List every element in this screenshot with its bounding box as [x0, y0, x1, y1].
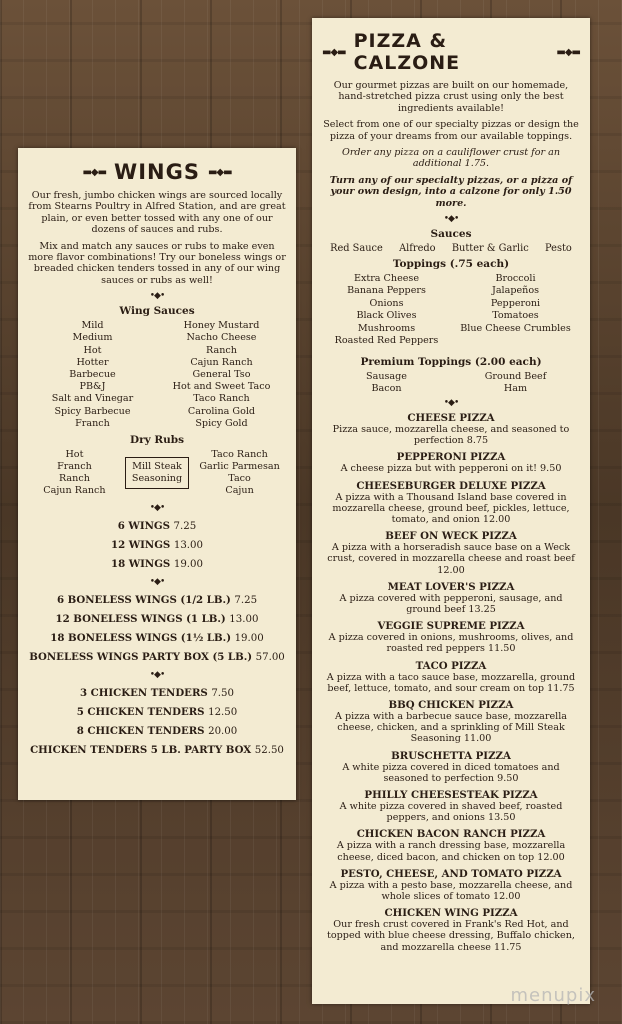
dry-rub-item: Mill Steak	[132, 461, 182, 473]
item-name: 6 WINGS	[117, 520, 174, 533]
wing-sauce-item: Cajun Ranch	[190, 356, 253, 368]
pizza-item-name: BBQ CHICKEN PIZZA	[388, 698, 514, 711]
ornament-right-icon: ▬◆▬	[556, 46, 580, 58]
wing-sauce-item: Hot and Sweet Taco	[172, 381, 271, 393]
menu-price-line	[28, 703, 286, 722]
wing-sauce-item: Spicy Barbecue	[54, 405, 131, 417]
dry-rubs-heading: Dry Rubs	[129, 434, 184, 447]
wing-sauce-item: Carolina Gold	[187, 405, 256, 417]
item-name: 5 CHICKEN TENDERS	[76, 706, 209, 719]
dry-rub-item: Hot	[65, 449, 84, 461]
pizza-title	[322, 30, 580, 74]
premium-left	[322, 371, 451, 395]
pizza-item-name: TACO PIZZA	[415, 659, 487, 672]
divider-ornament-icon: •◆•	[443, 397, 459, 408]
pizza-item-description: A pizza with a Thousand Island base covered in mozzarella cheese, ground beef, pickles, lettuce, tomato, and onion 12.00	[332, 491, 570, 525]
premium-topping-item: Ground Beef	[484, 370, 547, 382]
item-name: 18 BONELESS WINGS (1½ LB.)	[50, 632, 235, 645]
pizza-item	[322, 699, 580, 745]
wing-sauce-item: Taco Ranch	[193, 393, 250, 405]
item-price: 7.25	[173, 521, 197, 533]
dry-rubs-right	[193, 449, 286, 497]
topping-item: Banana Peppers	[347, 285, 426, 297]
wing-sauces-left	[28, 320, 157, 430]
topping-item: Mushrooms	[357, 322, 416, 334]
wing-sauce-item: Franch	[75, 417, 110, 429]
pizza-item	[322, 789, 580, 823]
dry-rub-item: Cajun	[225, 485, 254, 497]
pizza-item	[322, 828, 580, 862]
premium-topping-item: Sausage	[366, 370, 407, 382]
dry-rub-item: Seasoning	[131, 473, 183, 485]
topping-item: Tomatoes	[492, 310, 539, 322]
wings-intro-1: Our fresh, jumbo chicken wings are sourced locally from Stearns Poultry in Alfred Station, and are great plain, or even better tossed with any one of our dozens of sauces and rubs.	[28, 190, 286, 236]
divider-ornament-icon: •◆•	[443, 214, 459, 225]
pizza-item	[322, 620, 580, 654]
item-name: 12 WINGS	[110, 539, 174, 552]
pizza-item-description: A cheese pizza but with pepperoni on it! 9.50	[340, 463, 562, 475]
item-price: 19.00	[234, 633, 264, 645]
pizza-intro-1: Our gourmet pizzas are built on our homemade, hand-stretched pizza crust using only the best ingredients available!	[333, 80, 569, 114]
pizza-item-description: A pizza with a taco sauce base, mozzarella, ground beef, lettuce, tomato, and sour cream on top 11.75	[326, 671, 576, 694]
pizza-item	[322, 480, 580, 526]
divider-ornament-icon: •◆•	[149, 577, 165, 588]
sauce-item: Alfredo	[399, 243, 436, 255]
pizza-item-name: BRUSCHETTA PIZZA	[391, 749, 511, 762]
dry-rubs-left	[28, 449, 121, 497]
topping-item: Black Olives	[356, 310, 417, 322]
dry-rubs-list	[28, 449, 286, 497]
item-price: 7.25	[234, 595, 258, 607]
pizza-item	[322, 451, 580, 474]
wing-sauce-item: Honey Mustard	[183, 320, 260, 332]
pizza-item-name: MEAT LOVER'S PIZZA	[387, 580, 515, 593]
ornament-left-icon: ▬◆▬	[82, 166, 107, 178]
toppings-right	[451, 273, 580, 347]
premium-right	[451, 371, 580, 395]
pizza-item	[322, 868, 580, 902]
item-name: CHICKEN TENDERS 5 LB. PARTY BOX	[30, 744, 255, 757]
premium-toppings-list	[322, 371, 580, 395]
pizza-items-list	[322, 412, 580, 953]
tenders-price-group	[28, 684, 286, 760]
wing-sauces-right	[157, 320, 286, 430]
pizza-item-name: CHEESE PIZZA	[407, 411, 495, 424]
dry-rub-item: Taco Ranch	[211, 449, 268, 461]
pizza-item-name: BEEF ON WECK PIZZA	[385, 530, 517, 543]
pizza-item-name: VEGGIE SUPREME PIZZA	[377, 620, 525, 633]
dry-rub-item: Cajun Ranch	[43, 485, 106, 497]
pizza-intro-2: Select from one of our specialty pizzas or design the pizza of your dreams from our available toppings.	[323, 119, 579, 142]
wing-sauce-item: Hot	[83, 344, 102, 356]
divider-ornament-icon: •◆•	[149, 291, 165, 302]
wing-sauces-list	[28, 320, 286, 430]
wing-sauce-item: General Tso	[192, 369, 251, 381]
menu-price-line	[28, 555, 286, 574]
dry-rub-featured-box	[125, 457, 189, 489]
premium-topping-item: Ham	[503, 382, 528, 394]
dry-rub-item: Franch	[57, 461, 92, 473]
menu-price-line	[28, 591, 286, 610]
wings-panel	[18, 148, 296, 800]
pizza-item-description: A pizza covered with pepperoni, sausage, and ground beef 13.25	[339, 592, 563, 615]
item-price: 13.00	[173, 540, 204, 552]
topping-item: Roasted Red Peppers	[334, 335, 439, 347]
menu-price-line	[28, 722, 286, 741]
item-name: 12 BONELESS WINGS (1 LB.)	[55, 613, 230, 626]
item-price: 7.50	[211, 688, 235, 700]
wings-intro-2: Mix and match any sauces or rubs to make even more flavor combinations! Try our boneless wings or breaded chicken tenders tossed in any of our wing sauces or rubs as well!	[28, 240, 286, 286]
topping-item: Jalapeños	[491, 285, 540, 297]
pizza-panel	[312, 18, 590, 1004]
topping-item: Extra Cheese	[353, 273, 420, 285]
pizza-item-description: Our fresh crust covered in Frank's Red Hot, and topped with blue cheese dressing, Buffalo chicken, and mozzarella cheese 11.75	[327, 919, 575, 953]
item-name: 8 CHICKEN TENDERS	[76, 725, 209, 738]
menu-price-line	[28, 536, 286, 555]
pizza-item-name: CHICKEN BACON RANCH PIZZA	[356, 828, 546, 841]
pizza-item-name: CHEESEBURGER DELUXE PIZZA	[356, 479, 546, 492]
dry-rub-item: Garlic Parmesan	[199, 461, 280, 473]
sauces-heading: Sauces	[430, 228, 472, 241]
pizza-item-description: A white pizza covered in shaved beef, roasted peppers, and onions 13.50	[339, 800, 563, 824]
pizza-item	[322, 660, 580, 694]
menu-price-line	[28, 629, 286, 648]
item-price: 13.00	[229, 614, 259, 626]
wing-sauce-item: PB&J	[79, 381, 106, 393]
wing-sauce-item: Medium	[72, 332, 113, 344]
premium-toppings-heading: Premium Toppings (2.00 each)	[360, 355, 542, 368]
menu-price-line	[28, 648, 286, 667]
divider-ornament-icon: •◆•	[149, 503, 165, 514]
wings-title	[28, 160, 286, 184]
sauces-list	[322, 243, 580, 254]
pizza-item-description: A white pizza covered in diced tomatoes and seasoned to perfection 9.50	[342, 761, 560, 784]
item-name: 18 WINGS	[110, 558, 174, 571]
topping-item: Blue Cheese Crumbles	[460, 322, 571, 334]
watermark: menupix	[510, 985, 596, 1006]
wings-title-text: WINGS	[114, 160, 200, 184]
premium-topping-item: Bacon	[371, 382, 402, 394]
item-name: 6 BONELESS WINGS (1/2 LB.)	[56, 594, 235, 607]
pizza-item-description: A pizza covered in onions, mushrooms, olives, and roasted red peppers 11.50	[328, 632, 574, 655]
item-name: 3 CHICKEN TENDERS	[79, 687, 212, 700]
menu-price-line	[28, 610, 286, 629]
pizza-item-description: A pizza with a horseradish sauce base on a Weck crust, covered in mozzarella cheese and roast beef 12.00	[327, 542, 575, 576]
wing-sauce-item: Hotter	[76, 356, 109, 368]
ornament-left-icon: ▬◆▬	[322, 46, 346, 58]
pizza-item-name: CHICKEN WING PIZZA	[384, 907, 518, 920]
item-price: 57.00	[255, 652, 285, 664]
boneless-price-group	[28, 591, 286, 667]
item-price: 20.00	[208, 726, 238, 738]
wing-sauces-heading: Wing Sauces	[119, 305, 195, 318]
item-name: BONELESS WINGS PARTY BOX (5 LB.)	[29, 651, 256, 664]
wing-sauce-item: Nacho Cheese	[186, 332, 257, 344]
pizza-item-description: Pizza sauce, mozzarella cheese, and seasoned to perfection 8.75	[332, 423, 570, 447]
pizza-item	[322, 530, 580, 576]
pizza-item-name: PESTO, CHEESE, AND TOMATO PIZZA	[340, 867, 562, 880]
topping-item: Broccoli	[495, 273, 536, 285]
sauce-item: Butter & Garlic	[451, 243, 529, 255]
dry-rub-item: Taco	[228, 473, 251, 485]
sauce-item: Red Sauce	[330, 243, 383, 255]
pizza-title-text: PIZZA & CALZONE	[353, 30, 461, 74]
item-price: 19.00	[173, 559, 204, 571]
menu-price-line	[28, 517, 286, 536]
pizza-item	[322, 581, 580, 615]
pizza-intro-3: Order any pizza on a cauliflower crust for an additional 1.75.	[341, 147, 561, 170]
toppings-heading: Toppings (.75 each)	[392, 258, 510, 271]
divider-ornament-icon: •◆•	[149, 670, 165, 681]
menu-price-line	[28, 741, 286, 760]
topping-item: Pepperoni	[490, 297, 541, 309]
pizza-item-description: A pizza with a pesto base, mozzarella cheese, and whole slices of tomato 12.00	[329, 879, 573, 902]
wings-price-group	[28, 517, 286, 574]
wing-sauce-item: Spicy Gold	[195, 417, 248, 429]
toppings-list	[322, 273, 580, 347]
pizza-item-name: PHILLY CHEESESTEAK PIZZA	[364, 788, 538, 801]
item-price: 52.50	[254, 745, 284, 757]
wing-sauce-item: Salt and Vinegar	[51, 393, 134, 405]
wing-sauce-item: Barbecue	[69, 369, 116, 381]
dry-rub-item: Ranch	[58, 473, 90, 485]
pizza-item	[322, 907, 580, 953]
topping-item: Onions	[369, 297, 404, 309]
pizza-intro-4: Turn any of our specialty pizzas, or a pizza of your own design, into a calzone for only 1.50 more.	[329, 174, 573, 209]
pizza-item	[322, 750, 580, 784]
sauce-item: Pesto	[545, 243, 572, 255]
wing-sauce-item: Ranch	[206, 344, 237, 356]
toppings-left	[322, 273, 451, 347]
wing-sauce-item: Mild	[81, 320, 104, 332]
pizza-item-name: PEPPERONI PIZZA	[396, 451, 506, 464]
pizza-item	[322, 412, 580, 446]
ornament-right-icon: ▬◆▬	[207, 166, 232, 178]
item-price: 12.50	[208, 707, 238, 719]
pizza-item-description: A pizza with a ranch dressing base, mozzarella cheese, diced bacon, and chicken on top 12.00	[336, 840, 566, 863]
pizza-item-description: A pizza with a barbecue sauce base, mozzarella cheese, chicken, and a sprinkling of Mill Steak Seasoning 11.00	[334, 710, 568, 745]
menu-price-line	[28, 684, 286, 703]
